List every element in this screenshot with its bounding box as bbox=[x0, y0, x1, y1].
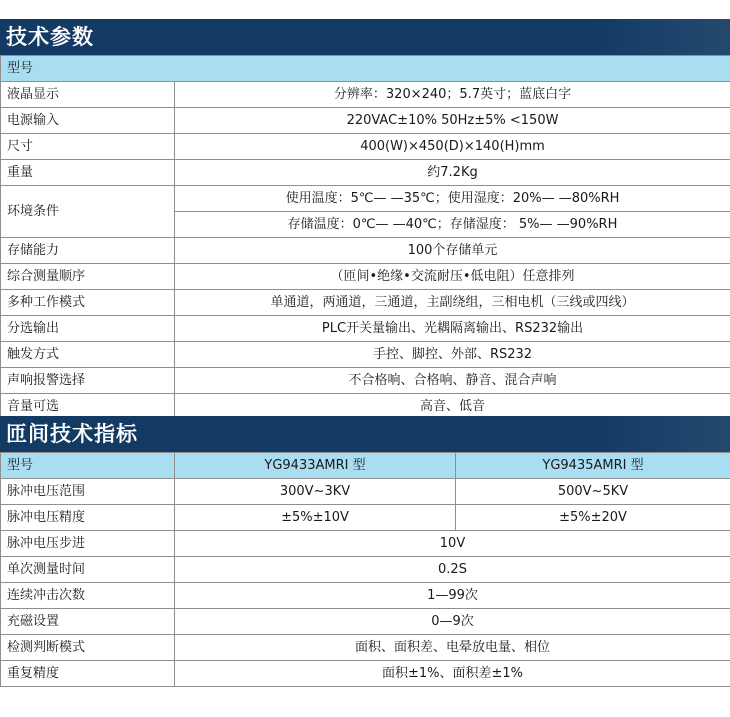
header-label: 型号 bbox=[1, 453, 175, 479]
row-value: 0.2S bbox=[175, 557, 730, 583]
table-row bbox=[1, 661, 730, 687]
row-label: 存储能力 bbox=[1, 238, 175, 264]
row-value: 面积、面积差、电晕放电量、相位 bbox=[175, 635, 730, 661]
table-row bbox=[1, 160, 730, 186]
model-b-value: ±5%±20V bbox=[456, 505, 730, 531]
row-value: 1—99次 bbox=[175, 583, 730, 609]
model-a-value: ±5%±10V bbox=[175, 505, 456, 531]
row-value: 400(W)×450(D)×140(H)mm bbox=[175, 134, 730, 160]
row-value: 不合格响、合格响、静音、混合声响 bbox=[175, 368, 730, 394]
table-row bbox=[1, 342, 730, 368]
header-label: 型号 bbox=[1, 56, 730, 82]
row-label: 音量可选 bbox=[1, 394, 175, 420]
row-label: 声响报警选择 bbox=[1, 368, 175, 394]
row-label: 脉冲电压步进 bbox=[1, 531, 175, 557]
row-label: 电源输入 bbox=[1, 108, 175, 134]
table-row bbox=[1, 186, 730, 238]
row-label: 分选输出 bbox=[1, 316, 175, 342]
turn-to-turn-table bbox=[0, 452, 730, 687]
row-value: 手控、脚控、外部、RS232 bbox=[175, 342, 730, 368]
tech-params-table bbox=[0, 55, 730, 420]
env-use-conditions: 使用温度：5℃— —35℃；使用湿度：20%— —80%RH bbox=[175, 186, 730, 212]
row-label: 脉冲电压范围 bbox=[1, 479, 175, 505]
table-row bbox=[1, 134, 730, 160]
model-a-header: YG9433AMRI 型 bbox=[175, 453, 456, 479]
title-bar-highlight bbox=[590, 19, 730, 55]
section-title-text: 技术参数 bbox=[6, 25, 94, 49]
table-row bbox=[1, 583, 730, 609]
model-a-value: 300V~3KV bbox=[175, 479, 456, 505]
row-value: PLC开关量输出、光耦隔离输出、RS232输出 bbox=[175, 316, 730, 342]
table-row bbox=[1, 479, 730, 505]
row-value: 约7.2Kg bbox=[175, 160, 730, 186]
table-header-row bbox=[1, 453, 730, 479]
table-row bbox=[1, 316, 730, 342]
table-row bbox=[1, 505, 730, 531]
table-row bbox=[1, 609, 730, 635]
row-value: （匝间•绝缘•交流耐压•低电阻）任意排列 bbox=[175, 264, 730, 290]
model-b-value: 500V~5KV bbox=[456, 479, 730, 505]
row-label: 综合测量顺序 bbox=[1, 264, 175, 290]
section-title-tech-params bbox=[0, 19, 730, 55]
model-b-header: YG9435AMRI 型 bbox=[456, 453, 730, 479]
row-value: 100个存储单元 bbox=[175, 238, 730, 264]
table-row bbox=[1, 108, 730, 134]
row-label: 液晶显示 bbox=[1, 82, 175, 108]
env-storage-conditions: 存储温度：0℃— —40℃；存储湿度： 5%— —90%RH bbox=[287, 217, 618, 232]
table-row bbox=[1, 264, 730, 290]
row-label: 重量 bbox=[1, 160, 175, 186]
row-label: 环境条件 bbox=[1, 186, 175, 238]
section-title-text: 匝间技术指标 bbox=[6, 422, 138, 446]
row-label: 充磁设置 bbox=[1, 609, 175, 635]
row-value: 高音、低音 bbox=[175, 394, 730, 420]
row-label: 脉冲电压精度 bbox=[1, 505, 175, 531]
row-value: 220VAC±10% 50Hz±5% <150W bbox=[175, 108, 730, 134]
table-row bbox=[1, 368, 730, 394]
table-row bbox=[1, 82, 730, 108]
row-value: 面积±1%、面积差±1% bbox=[175, 661, 730, 687]
row-label: 触发方式 bbox=[1, 342, 175, 368]
table-row bbox=[1, 290, 730, 316]
row-value-multi bbox=[175, 186, 730, 238]
title-bar-highlight bbox=[590, 416, 730, 452]
row-value: 10V bbox=[175, 531, 730, 557]
row-label: 多种工作模式 bbox=[1, 290, 175, 316]
table-row bbox=[1, 238, 730, 264]
section-title-turn-to-turn bbox=[0, 416, 730, 452]
table-row bbox=[1, 531, 730, 557]
row-label: 单次测量时间 bbox=[1, 557, 175, 583]
row-label: 尺寸 bbox=[1, 134, 175, 160]
row-value: 单通道，两通道，三通道，主副绕组，三相电机（三线或四线） bbox=[175, 290, 730, 316]
row-label: 重复精度 bbox=[1, 661, 175, 687]
table-row bbox=[1, 635, 730, 661]
table-row bbox=[1, 557, 730, 583]
table-header-row bbox=[1, 56, 730, 82]
row-value: 分辨率：320×240；5.7英寸；蓝底白字 bbox=[175, 82, 730, 108]
row-value: 0—9次 bbox=[175, 609, 730, 635]
row-label: 连续冲击次数 bbox=[1, 583, 175, 609]
row-label: 检测判断模式 bbox=[1, 635, 175, 661]
